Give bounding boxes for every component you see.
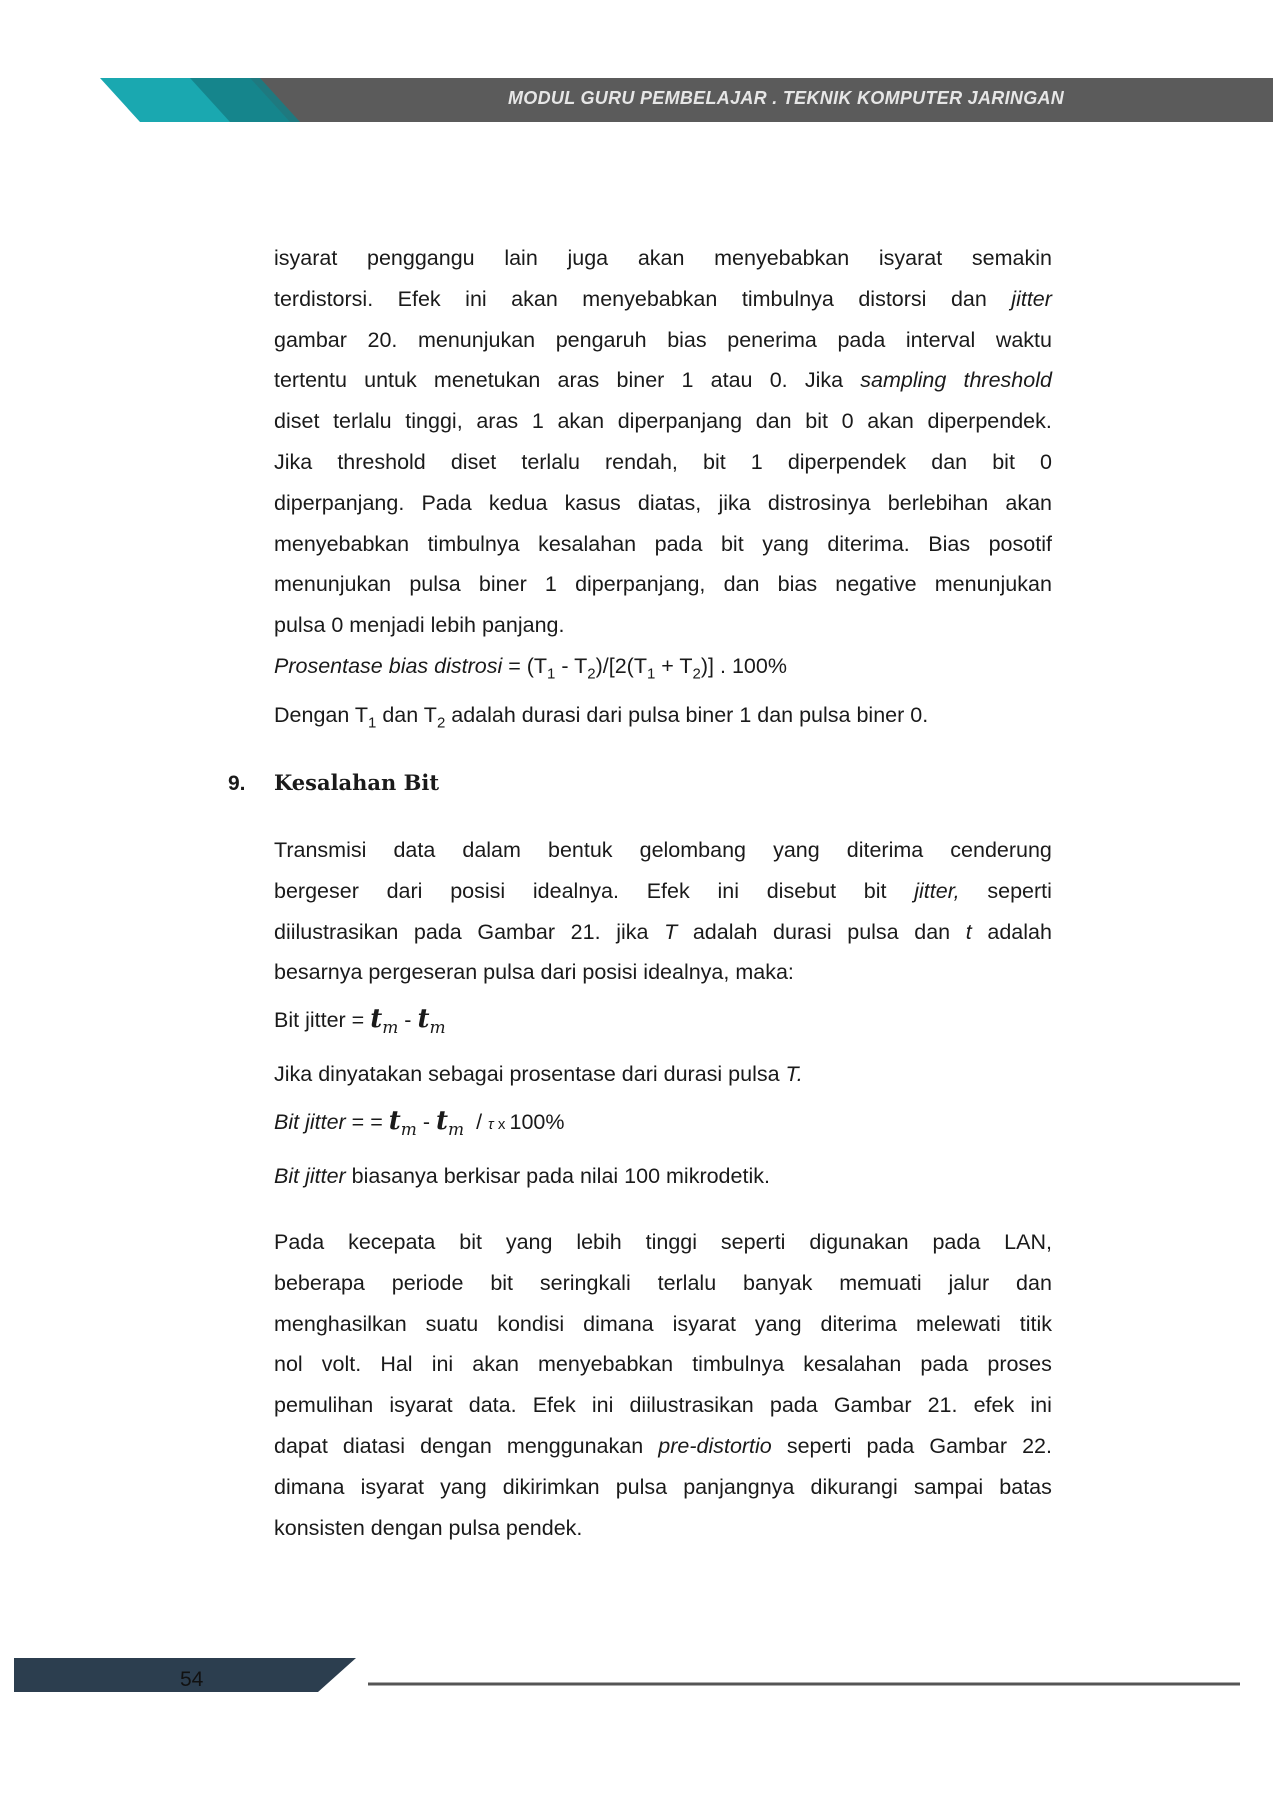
section-title: Kesalahan Bit xyxy=(274,770,440,795)
bias-definition: Dengan $T_1$ dan $T_2$ adalah durasi dari pulsa biner 1 dan pulsa biner 0. xyxy=(274,703,929,732)
text-line: Jika threshold diset terlalu rendah, bit 1 diperpendek dan bit 0 xyxy=(274,449,1052,474)
section-body xyxy=(274,830,1052,1197)
intro-paragraph xyxy=(274,238,1052,744)
text-line: terdistorsi. Efek ini akan menyebabkan timbulnya distorsi dan jitter xyxy=(274,286,1052,311)
text-line: pulsa 0 menjadi lebih panjang. xyxy=(274,613,565,638)
section-number: 9. xyxy=(228,772,246,795)
closing-paragraph xyxy=(274,1222,1052,1548)
text-line: nol volt. Hal ini akan menyebabkan timbulnya kesalahan pada proses xyxy=(274,1352,1052,1377)
text-line: menunjukan pulsa biner 1 diperpanjang, dan bias negative menunjukan xyxy=(274,572,1052,597)
text-line: isyarat penggangu lain juga akan menyebabkan isyarat semakin xyxy=(274,246,1052,270)
text-line: menyebabkan timbulnya kesalahan pada bit yang diterima. Bias posotif xyxy=(274,531,1052,556)
text-line: dapat diatasi dengan menggunakan pre-distortio seperti pada Gambar 22. xyxy=(274,1433,1052,1458)
bit-jitter-range: Bit jitter biasanya berkisar pada nilai 100 mikrodetik. xyxy=(274,1164,770,1189)
text-line: menghasilkan suatu kondisi dimana isyarat yang diterima melewati titik xyxy=(274,1311,1052,1336)
text-line: konsisten dengan pulsa pendek. xyxy=(274,1515,583,1540)
text-line: gambar 20. menunjukan pengaruh bias penerima pada interval waktu xyxy=(274,327,1052,352)
text-line: diperpanjang. Pada kedua kasus diatas, jika distrosinya berlebihan akan xyxy=(274,490,1052,515)
text-line: Pada kecepata bit yang lebih tinggi seperti digunakan pada LAN, xyxy=(274,1230,1052,1254)
text-line: dimana isyarat yang dikirimkan pulsa panjangnya dikurangi sampai batas xyxy=(274,1474,1052,1499)
text-line: diset terlalu tinggi, aras 1 akan diperpanjang dan bit 0 akan diperpendek. xyxy=(274,409,1052,434)
text-line: beberapa periode bit seringkali terlalu banyak memuati jalur dan xyxy=(274,1270,1052,1295)
text-line: bergeser dari posisi idealnya. Efek ini disebut bit jitter, seperti xyxy=(274,878,1052,903)
bit-jitter-formula: Bit jitter = $t_m - t_m$ xyxy=(274,1004,446,1039)
header-title: MODUL GURU PEMBELAJAR . TEKNIK KOMPUTER JARINGAN xyxy=(508,88,1065,108)
text-line: tertentu untuk menetukan aras biner 1 atau 0. Jika sampling threshold xyxy=(274,368,1052,393)
percent-intro: Jika dinyatakan sebagai prosentase dari durasi pulsa T. xyxy=(274,1062,803,1087)
text-line: Transmisi data dalam bentuk gelombang yang diterima cenderung xyxy=(274,838,1052,862)
text-line: pemulihan isyarat data. Efek ini diilustrasikan pada Gambar 21. efek ini xyxy=(274,1393,1052,1418)
bias-formula: Prosentase bias distrosi = $(T_1 - T_2)/[2(T_1 + T_2)]$ . 100% xyxy=(274,653,787,683)
text-line: besarnya pergeseran pulsa dari posisi idealnya, maka: xyxy=(274,960,794,985)
section-heading xyxy=(228,770,439,796)
page-number: 54 xyxy=(180,1668,204,1691)
text-line: diilustrasikan pada Gambar 21. jika T adalah durasi pulsa dan t adalah xyxy=(274,919,1052,944)
bit-jitter-percent-formula: Bit jitter = = $t_m - t_m$ / τ x 100% xyxy=(274,1106,565,1141)
